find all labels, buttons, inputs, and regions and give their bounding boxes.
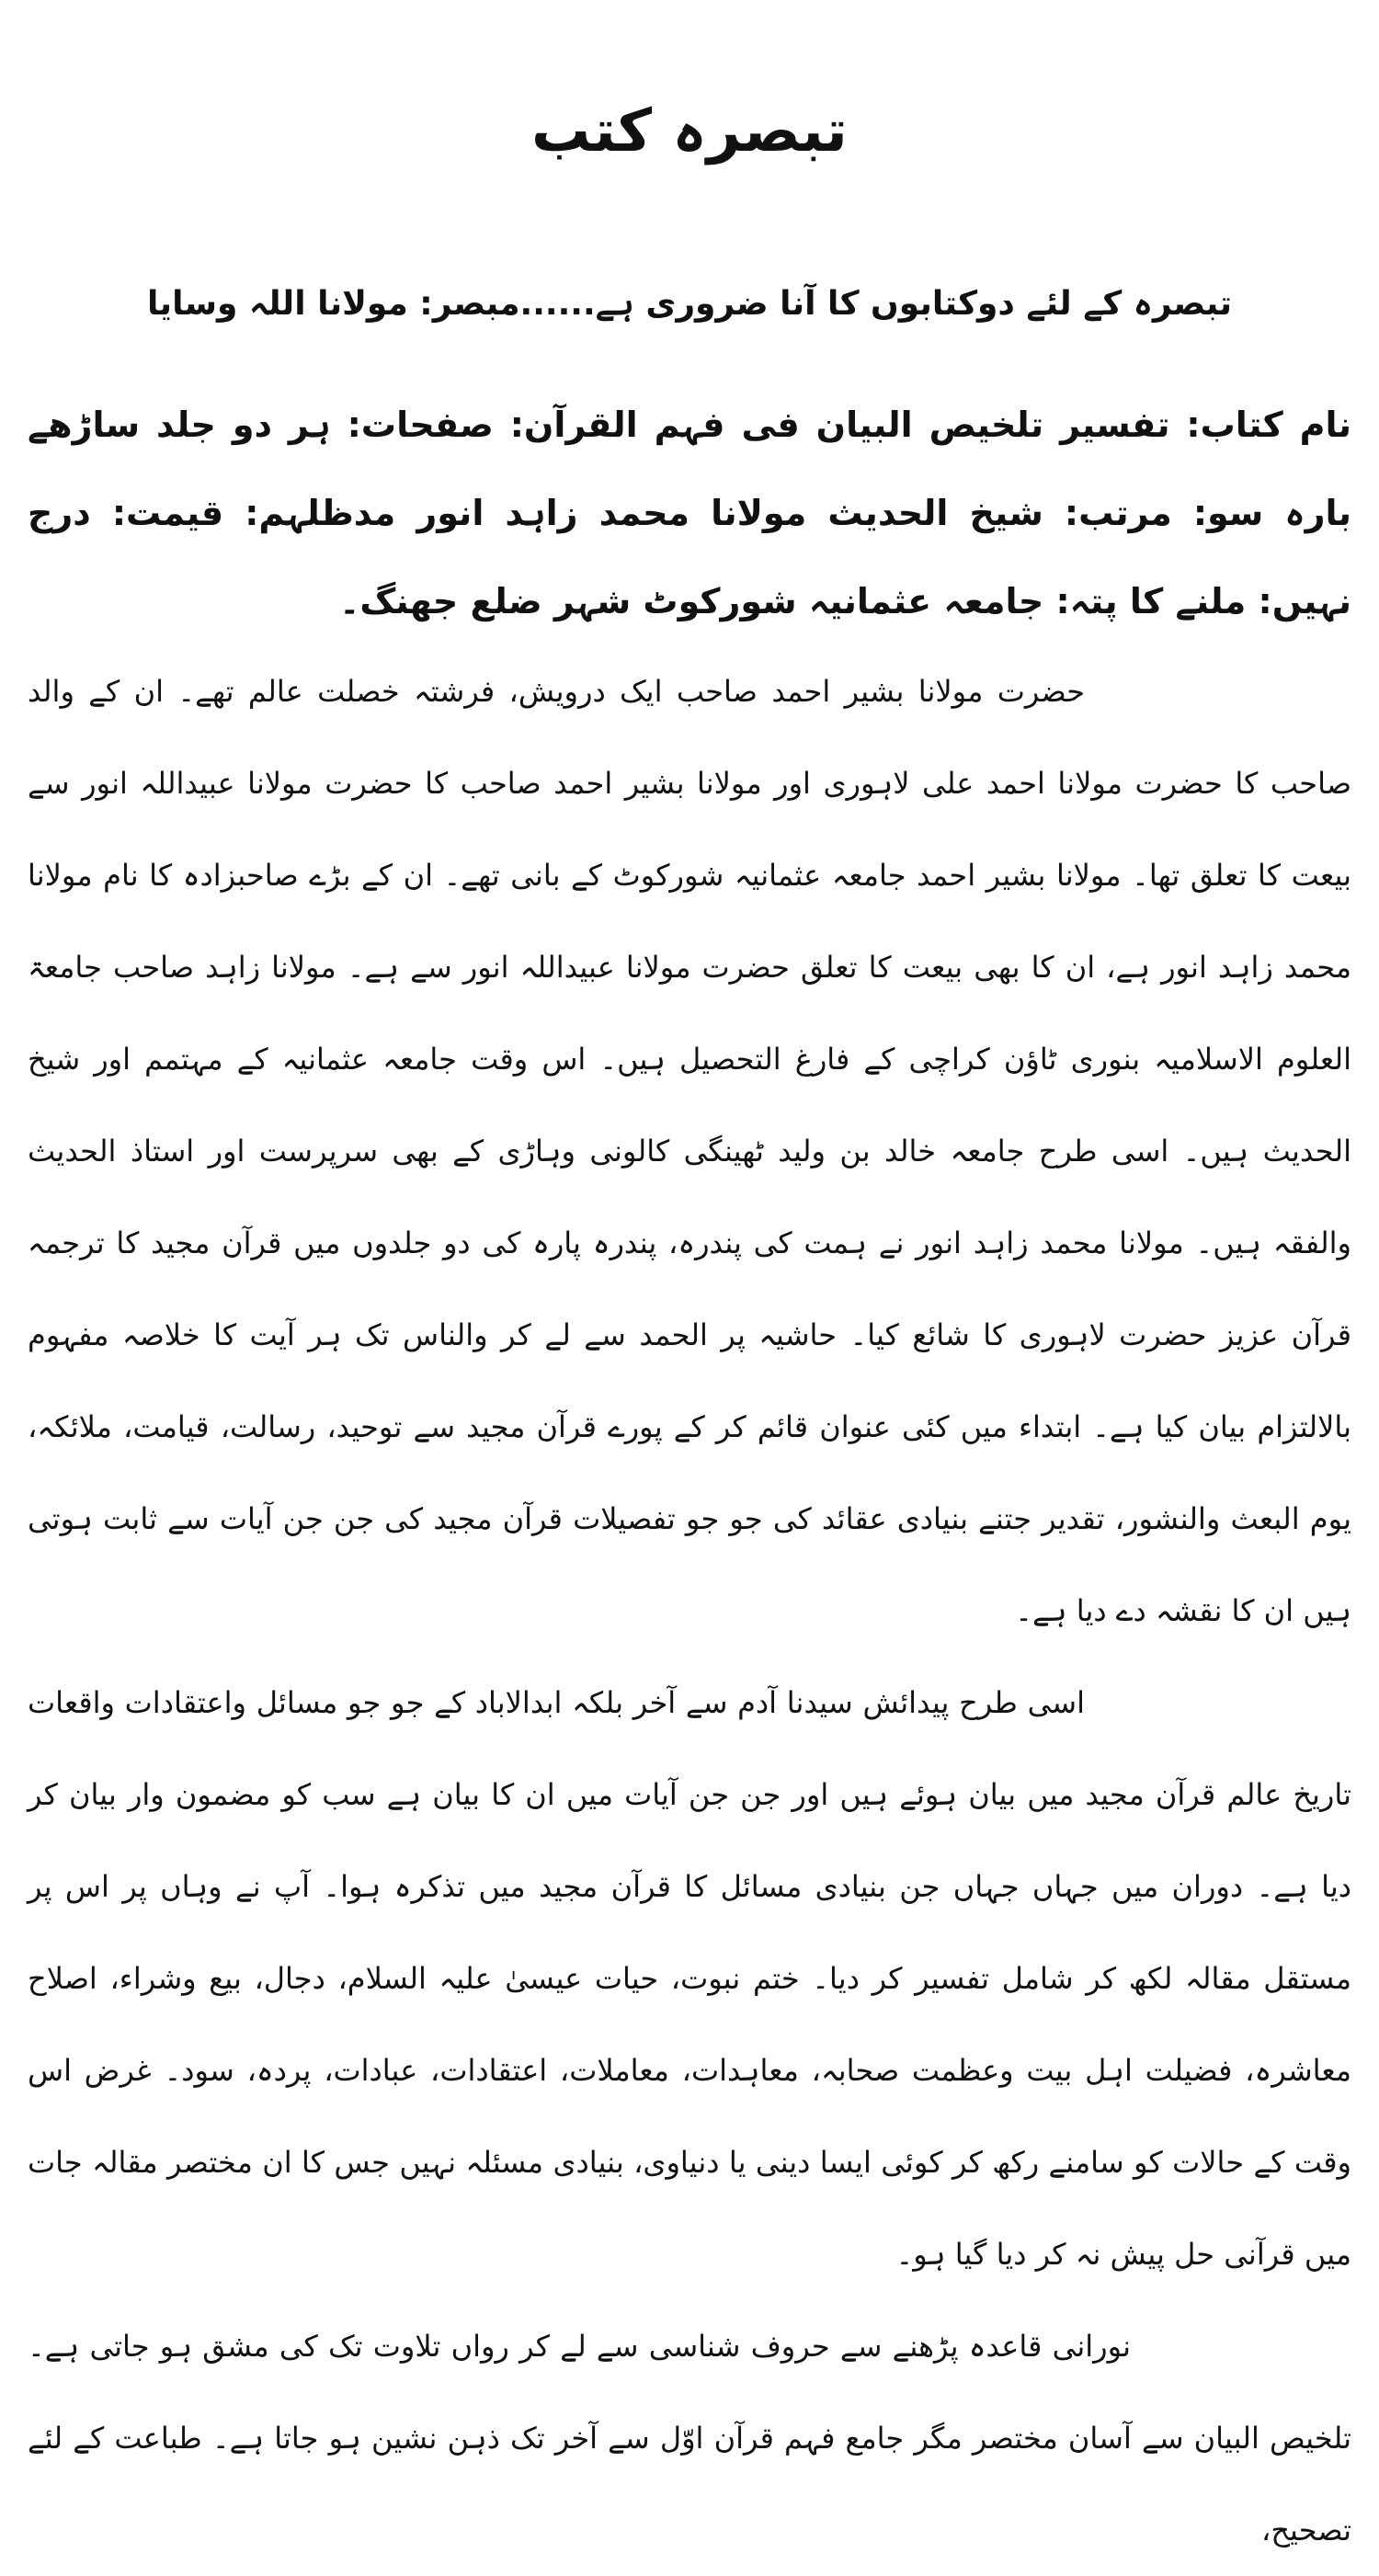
page-title: تبصرہ کتب <box>531 97 848 165</box>
body-paragraph-3: نورانی قاعدہ پڑھنے سے حروف شناسی سے لے کر رواں تلاوت تک کی مشق ہو جاتی ہے۔ تلخیص البیان سے آسان مختصر مگر جامع فہم قرآن اوّل سے آخر تک ذہن نشین ہو جاتا ہے۔ طباعت کے لئے تصحیح، <box>28 2329 1351 2548</box>
book-info: نام کتاب: تفسیر تلخیص البیان فی فہم القرآن: صفحات: ہر دو جلد ساڑھے بارہ سو: مرتب: شیخ الحدیث مولانا محمد زاہد انور مدظلہم: قیمت: درج نہیں: ملنے کا پتہ: جامعہ عثمانیہ شورکوٹ شہر ضلع جھنگ۔ <box>28 405 1351 621</box>
body-paragraph-1: حضرت مولانا بشیر احمد صاحب ایک درویش، فرشتہ خصلت عالم تھے۔ ان کے والد صاحب کا حضرت مولانا احمد علی لاہوری اور مولانا بشیر احمد صاحب کا حضرت مولانا عبیداللہ انور سے بیعت کا تعلق تھا۔ مولانا بشیر احمد جامعہ عثمانیہ شورکوٹ کے بانی تھے۔ ان کے بڑے صاحبزادہ کا نام مولانا محمد زاہد انور ہے، ان کا بھی بیعت کا تعلق حضرت مولانا عبیداللہ انور سے ہے۔ مولانا زاہد صاحب جامعۃ العلوم الاسلامیہ بنوری ٹاؤن کراچی کے فارغ التحصیل ہیں۔ اس وقت جامعہ عثمانیہ کے مہتمم اور شیخ الحدیث ہیں۔ اسی طرح جامعہ خالد بن ولید ٹھینگی کالونی وہاڑی کے بھی سرپرست اور استاذ الحدیث والفقہ ہیں۔ مولانا محمد زاہد انور نے ہمت کی پندرہ، پندرہ پارہ کی دو جلدوں میں قرآن مجید کا ترجمہ قرآن عزیز حضرت لاہوری کا شائع کیا۔ حاشیہ پر الحمد سے لے کر والناس تک ہر آیت کا خلاصہ مفہوم بالالتزام بیان کیا ہے۔ ابتداء میں کئی عنوان قائم کر کے پورے قرآن مجید سے توحید، رسالت، قیامت، ملائکہ، یوم البعث والنشور، تقدیر جتنے بنیادی عقائد کی جو جو تفصیلات قرآن مجید کی جن جن آیات سے ثابت ہوتی ہیں ان کا نقشہ دے دیا ہے۔ <box>28 674 1352 1628</box>
article-page <box>28 0 1352 2548</box>
body-paragraph-2: اسی طرح پیدائش سیدنا آدم سے آخر بلکہ ابدالاباد کے جو جو مسائل واعتقادات واقعات تاریخ عالم قرآن مجید میں بیان ہوئے ہیں اور جن جن آیات میں ان کا بیان ہے سب کو مضمون وار بیان کر دیا ہے۔ دوران میں جہاں جہاں جن بنیادی مسائل کا قرآن مجید میں تذکرہ ہوا۔ آپ نے وہاں پر اس پر مستقل مقالہ لکھ کر شامل تفسیر کر دیا۔ ختم نبوت، حیات عیسیٰ علیہ السلام، دجال، بیع وشراء، اصلاح معاشرہ، فضیلت اہل بیت وعظمت صحابہ، معاہدات، معاملات، اعتقادات، عبادات، پردہ، سود۔ غرض اس وقت کے حالات کو سامنے رکھ کر کوئی ایسا دینی یا دنیاوی، بنیادی مسئلہ نہیں جس کا ان مختصر مقالہ جات میں قرآنی حل پیش نہ کر دیا گیا ہو۔ <box>28 1685 1351 2272</box>
page-subtitle: تبصرہ کے لئے دوکتابوں کا آنا ضروری ہے......مبصر: مولانا اللہ وسایا <box>147 285 1232 323</box>
